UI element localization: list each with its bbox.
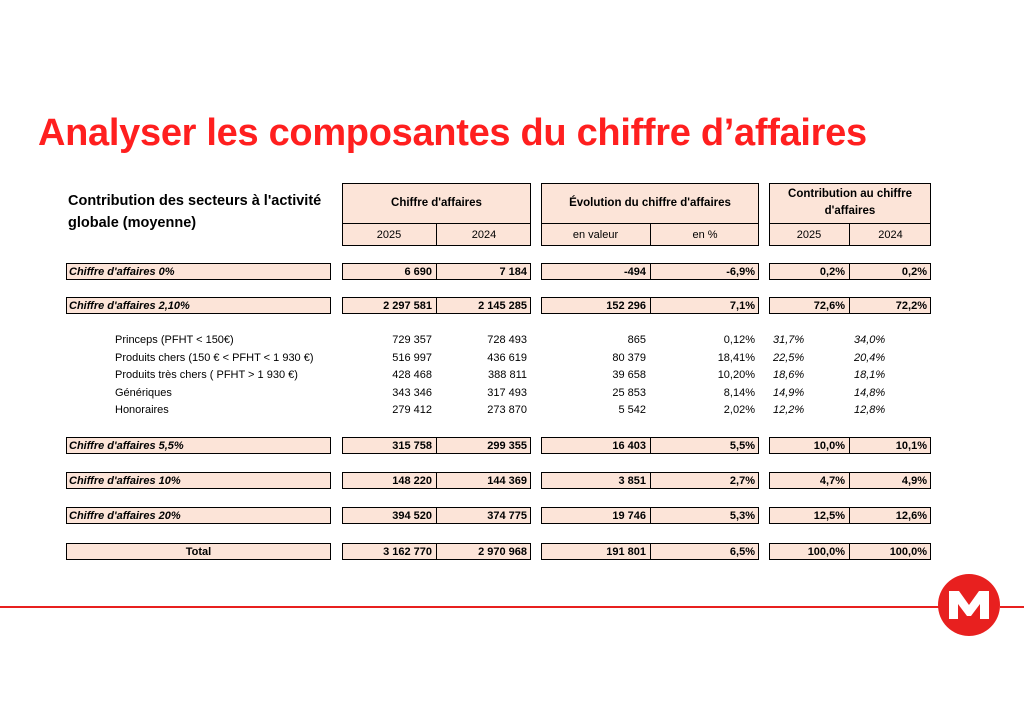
row-evol-valeur: -494 [623,265,646,278]
subrow-contrib-2024: 14,8% [854,386,886,399]
row-evol-valeur: 152 296 [606,299,646,312]
row-evol-pct: -6,9% [726,265,755,278]
row-ca-2024: 374 775 [487,509,527,522]
row-label: Chiffre d'affaires 2,10% [69,299,190,312]
row-ca-2024: 299 355 [487,439,527,452]
subrow-contrib-2024: 34,0% [854,334,886,346]
subrow-evol-valeur: 80 379 [612,351,646,364]
row-contrib-2024: 10,1% [895,439,927,452]
row-contrib-2024: 12,6% [895,509,927,522]
row-ca-2025: 315 758 [392,439,432,452]
header-ca-2024: 2024 [471,229,497,241]
subrow-evol-valeur: 5 542 [618,404,646,416]
page-title: Analyser les composantes du chiffre d’affaires [38,112,867,154]
header-contrib-label: Contribution au chiffre d'affaires [788,188,912,217]
subrow-ca-2024: 273 870 [487,404,527,416]
subrow-contrib-2025: 22,5% [773,351,805,364]
row-label: Chiffre d'affaires 5,5% [69,439,184,452]
subrow-ca-2025: 428 468 [392,369,432,381]
subrow-contrib-2024: 18,1% [854,369,886,381]
row-contrib-2024: 4,9% [901,474,927,487]
subrow-contrib-2025: 18,6% [773,369,805,381]
subrow-ca-2025: 279 412 [392,404,432,416]
subrow-evol-pct: 2,02% [723,404,755,416]
row-ca-2024: 2 145 285 [478,299,527,312]
footer-line [0,606,940,608]
row-contrib-2025: 10,0% [813,439,845,452]
subrow-label: Génériques [115,386,172,399]
header-evol-valeur: en valeur [572,229,619,241]
row-ca-2025: 3 162 770 [383,545,432,558]
row-contrib-2025: 100,0% [807,545,845,558]
subrow-label: Produits chers (150 € < PFHT < 1 930 €) [115,351,314,364]
row-ca-2025: 148 220 [392,474,432,487]
header-contrib-2024: 2024 [878,229,903,241]
row-ca-2024: 7 184 [499,265,527,278]
subrow-evol-valeur: 865 [627,334,646,346]
row-contrib-2025: 72,6% [813,299,845,312]
row-evol-valeur: 19 746 [612,509,646,522]
row-label: Chiffre d'affaires 20% [69,509,181,522]
subrow-ca-2024: 728 493 [487,334,527,346]
subrow-evol-valeur: 39 658 [612,369,646,381]
row-label: Chiffre d'affaires 10% [69,474,181,487]
row-ca-2024: 2 970 968 [478,545,527,558]
subrow-evol-pct: 10,20% [717,369,755,381]
header-contrib-2025: 2025 [796,229,822,241]
row-label: Total [185,545,212,558]
subrow-ca-2025: 343 346 [392,386,432,399]
row-ca-2024: 144 369 [487,474,527,487]
row-ca-2025: 394 520 [392,509,432,522]
row-evol-pct: 7,1% [729,299,755,312]
subrow-evol-valeur: 25 853 [612,386,646,399]
header-ca-2025: 2025 [376,229,402,241]
row-ca-2025: 6 690 [404,265,432,278]
subrow-contrib-2025: 14,9% [773,386,805,399]
subrow-label: Princeps (PFHT < 150€) [115,334,234,346]
subrow-evol-pct: 8,14% [723,386,755,399]
subrow-ca-2024: 436 619 [487,351,527,364]
subrow-label: Produits très chers ( PFHT > 1 930 €) [115,369,298,381]
row-evol-pct: 6,5% [729,545,755,558]
row-evol-valeur: 16 403 [612,439,646,452]
m-logo-icon [937,573,1001,637]
row-contrib-2025: 12,5% [813,509,845,522]
subrow-contrib-2024: 20,4% [854,351,886,364]
row-contrib-2024: 72,2% [895,299,927,312]
row-evol-pct: 5,5% [729,439,755,452]
header-evol-label: Évolution du chiffre d'affaires [569,196,731,209]
header-evol-pct: en % [692,229,718,241]
row-contrib-2024: 0,2% [901,265,927,278]
row-contrib-2025: 4,7% [819,474,845,487]
row-evol-valeur: 191 801 [606,545,646,558]
subrow-evol-pct: 18,41% [717,351,755,364]
row-contrib-2025: 0,2% [819,265,845,278]
subrow-label: Honoraires [115,404,169,416]
row-ca-2025: 2 297 581 [383,299,432,312]
subrow-ca-2025: 729 357 [392,334,432,346]
subrow-ca-2024: 388 811 [488,369,527,381]
footer-line-right [1000,606,1024,608]
row-label: Chiffre d'affaires 0% [69,265,175,278]
subrow-contrib-2025: 31,7% [773,334,805,346]
row-evol-pct: 2,7% [729,474,755,487]
header-ca-label: Chiffre d'affaires [391,196,482,209]
subrow-evol-pct: 0,12% [723,334,755,346]
subrow-ca-2025: 516 997 [392,351,432,364]
subrow-contrib-2024: 12,8% [854,404,886,416]
row-contrib-2024: 100,0% [889,545,927,558]
row-evol-valeur: 3 851 [618,474,646,487]
section-label: Contribution des secteurs à l'activité globale (moyenne) [68,193,322,231]
row-evol-pct: 5,3% [729,509,755,522]
subrow-ca-2024: 317 493 [487,386,527,399]
subrow-contrib-2025: 12,2% [773,404,805,416]
